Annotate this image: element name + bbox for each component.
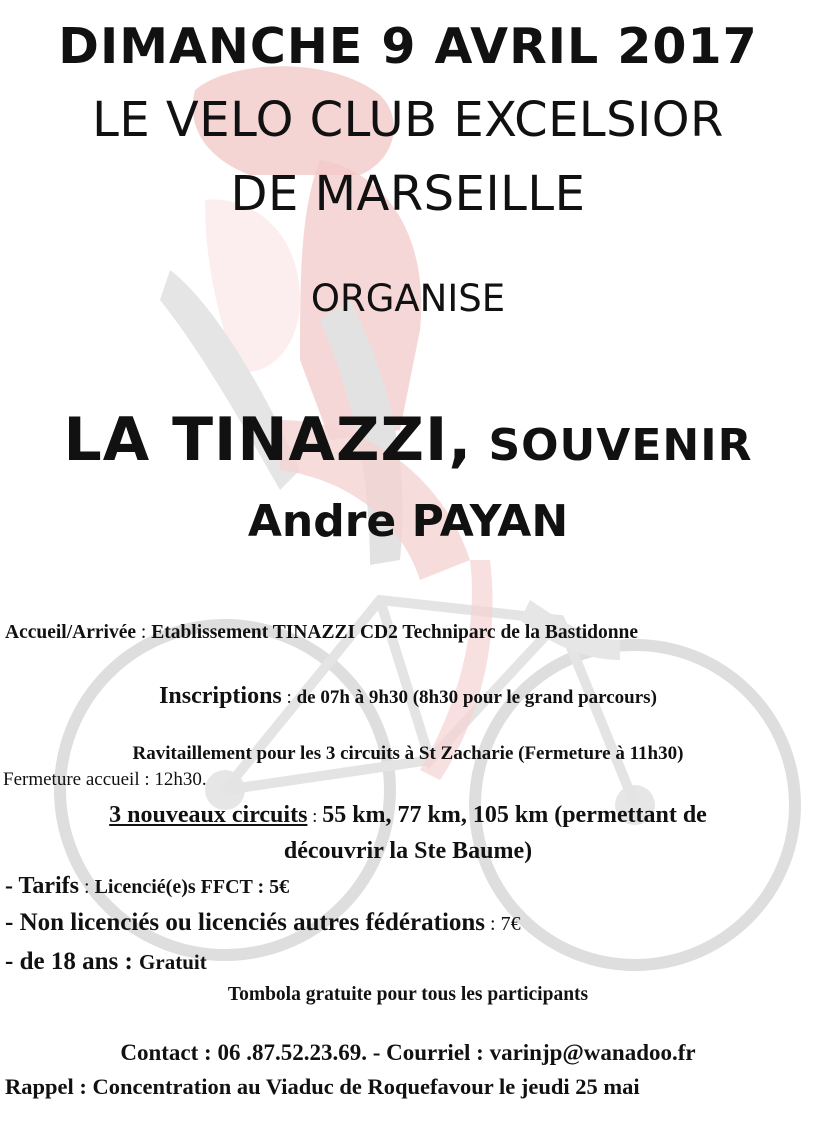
club-name-line1: LE VELO CLUB EXCELSIOR: [92, 92, 724, 148]
circuits-line: [0, 802, 816, 830]
tarifs-value: Licencié(e)s FFCT : 5€: [94, 876, 290, 898]
circuits-sep: :: [307, 806, 323, 827]
ravitaillement-line: Ravitaillement pour les 3 circuits à St Zacharie (Fermeture à 11h30): [132, 743, 684, 764]
inscriptions-line: [0, 683, 816, 711]
inscriptions-label: Inscriptions: [159, 683, 282, 709]
moins-18-label: - de 18 ans :: [5, 948, 140, 975]
circuits-value: 55 km, 77 km, 105 km (permettant de: [322, 802, 707, 828]
non-licencies-line: [5, 909, 521, 938]
race-dedication: Andre PAYAN: [247, 496, 569, 547]
organise-label: ORGANISE: [310, 277, 506, 320]
tombola-line: Tombola gratuite pour tous les participants: [227, 984, 589, 1005]
accueil-label: Accueil/Arrivée: [5, 622, 137, 643]
race-title: [0, 405, 816, 475]
club-name-line2: DE MARSEILLE: [230, 166, 586, 222]
moins-18-value: Gratuit: [139, 950, 207, 974]
circuits-label: 3 nouveaux circuits: [109, 802, 308, 828]
tarifs-line: [5, 873, 289, 901]
circuits-line2: découvrir la Ste Baume): [283, 838, 533, 864]
tarifs-sep: :: [79, 876, 95, 898]
accueil-line: [5, 622, 638, 644]
inscriptions-sep: :: [281, 687, 297, 708]
fermeture-line: Fermeture accueil : 12h30.: [3, 769, 207, 790]
tarifs-label: - Tarifs: [5, 873, 80, 899]
contact-line: Contact : 06 .87.52.23.69. - Courriel : varinjp@wanadoo.fr: [120, 1040, 696, 1065]
race-main: LA TINAZZI,: [63, 405, 473, 475]
accueil-value: Etablissement TINAZZI CD2 Techniparc de la Bastidonne: [151, 622, 639, 643]
race-souvenir: SOUVENIR: [472, 420, 753, 471]
accueil-sep: :: [136, 622, 152, 643]
rappel-line: Rappel : Concentration au Viaduc de Roquefavour le jeudi 25 mai: [5, 1074, 640, 1099]
event-date: DIMANCHE 9 AVRIL 2017: [58, 18, 758, 75]
moins-18-line: [5, 948, 207, 977]
inscriptions-value: de 07h à 9h30 (8h30 pour le grand parcours): [296, 687, 657, 708]
non-licencies-label: - Non licenciés ou licenciés autres fédérations: [5, 909, 486, 936]
non-licencies-value: : 7€: [485, 913, 521, 935]
